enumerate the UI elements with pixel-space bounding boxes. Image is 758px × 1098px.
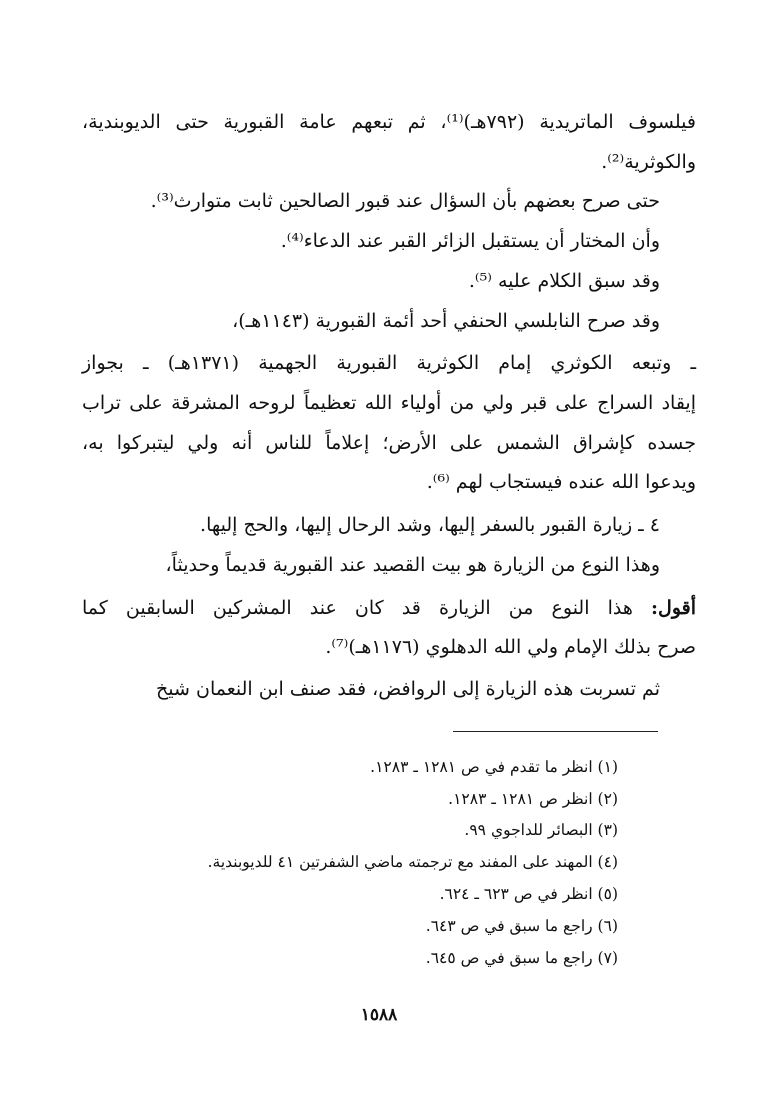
text-line-1: فيلسوف الماتريدية (٧٩٢هـ)⁽¹⁾، ثم تبعهم عامة القبورية حتى الديوبندية، <box>82 111 696 133</box>
text-line-13-body: هذا النوع من الزيارة قد كان عند المشركين السابقين كما <box>82 597 633 619</box>
footnote-2: (٢) انظر ص ١٢٨١ ـ ١٢٨٣. <box>448 790 618 808</box>
footnote-4: (٤) المهند على المفند مع ترجمته ماضي الشفرتين ٤١ للديوبندية. <box>207 853 618 871</box>
footnote-divider <box>453 731 658 732</box>
text-line-5: وقد سبق الكلام عليه ⁽⁵⁾. <box>468 270 660 292</box>
text-line-14: صرح بذلك الإمام ولي الله الدهلوي (١١٧٦هـ)⁽⁷⁾. <box>325 636 696 658</box>
page-number: ١٥٨٨ <box>360 1005 398 1025</box>
footnote-3: (٣) البصائر للداجوي ٩٩. <box>464 821 618 839</box>
footnote-7: (٧) راجع ما سبق في ص ٦٤٥. <box>425 949 618 967</box>
text-line-13 <box>82 593 696 623</box>
footnote-1: (١) انظر ما تقدم في ص ١٢٨١ ـ ١٢٨٣. <box>370 758 618 776</box>
text-line-11: ٤ ـ زيارة القبور بالسفر إليها، وشد الرحال إليها، والحج إليها. <box>200 514 660 536</box>
text-line-9: جسده كإشراق الشمس على الأرض؛ إعلاماً للناس أنه ولي ليتبركوا به، <box>82 432 696 454</box>
text-line-7: ـ وتبعه الكوثري إمام الكوثرية القبورية الجهمية (١٣٧١هـ) ـ بجواز <box>82 352 697 374</box>
footnote-5: (٥) انظر في ص ٦٢٣ ـ ٦٢٤. <box>439 885 618 903</box>
text-line-10: ويدعوا الله عنده فيستجاب لهم ⁽⁶⁾. <box>426 471 696 493</box>
text-line-4: وأن المختار أن يستقبل الزائر القبر عند الدعاء⁽⁴⁾. <box>280 230 660 252</box>
text-line-6: وقد صرح النابلسي الحنفي أحد أئمة القبورية (١١٤٣هـ)، <box>232 310 660 332</box>
text-line-3: حتى صرح بعضهم بأن السؤال عند قبور الصالحين ثابت متوارث⁽³⁾. <box>150 190 660 212</box>
text-line-2: والكوثرية⁽²⁾. <box>601 151 696 173</box>
text-line-12: وهذا النوع من الزيارة هو بيت القصيد عند القبورية قديماً وحديثاً، <box>165 554 660 576</box>
aqulu-label: أقول: <box>651 597 696 619</box>
text-line-8: إيقاد السراج على قبر ولي من أولياء الله تعظيماً لروحه المشرقة على تراب <box>82 392 696 414</box>
text-line-15: ثم تسربت هذه الزيارة إلى الروافض، فقد صنف ابن النعمان شيخ <box>156 678 660 700</box>
footnote-6: (٦) راجع ما سبق في ص ٦٤٣. <box>425 917 618 935</box>
